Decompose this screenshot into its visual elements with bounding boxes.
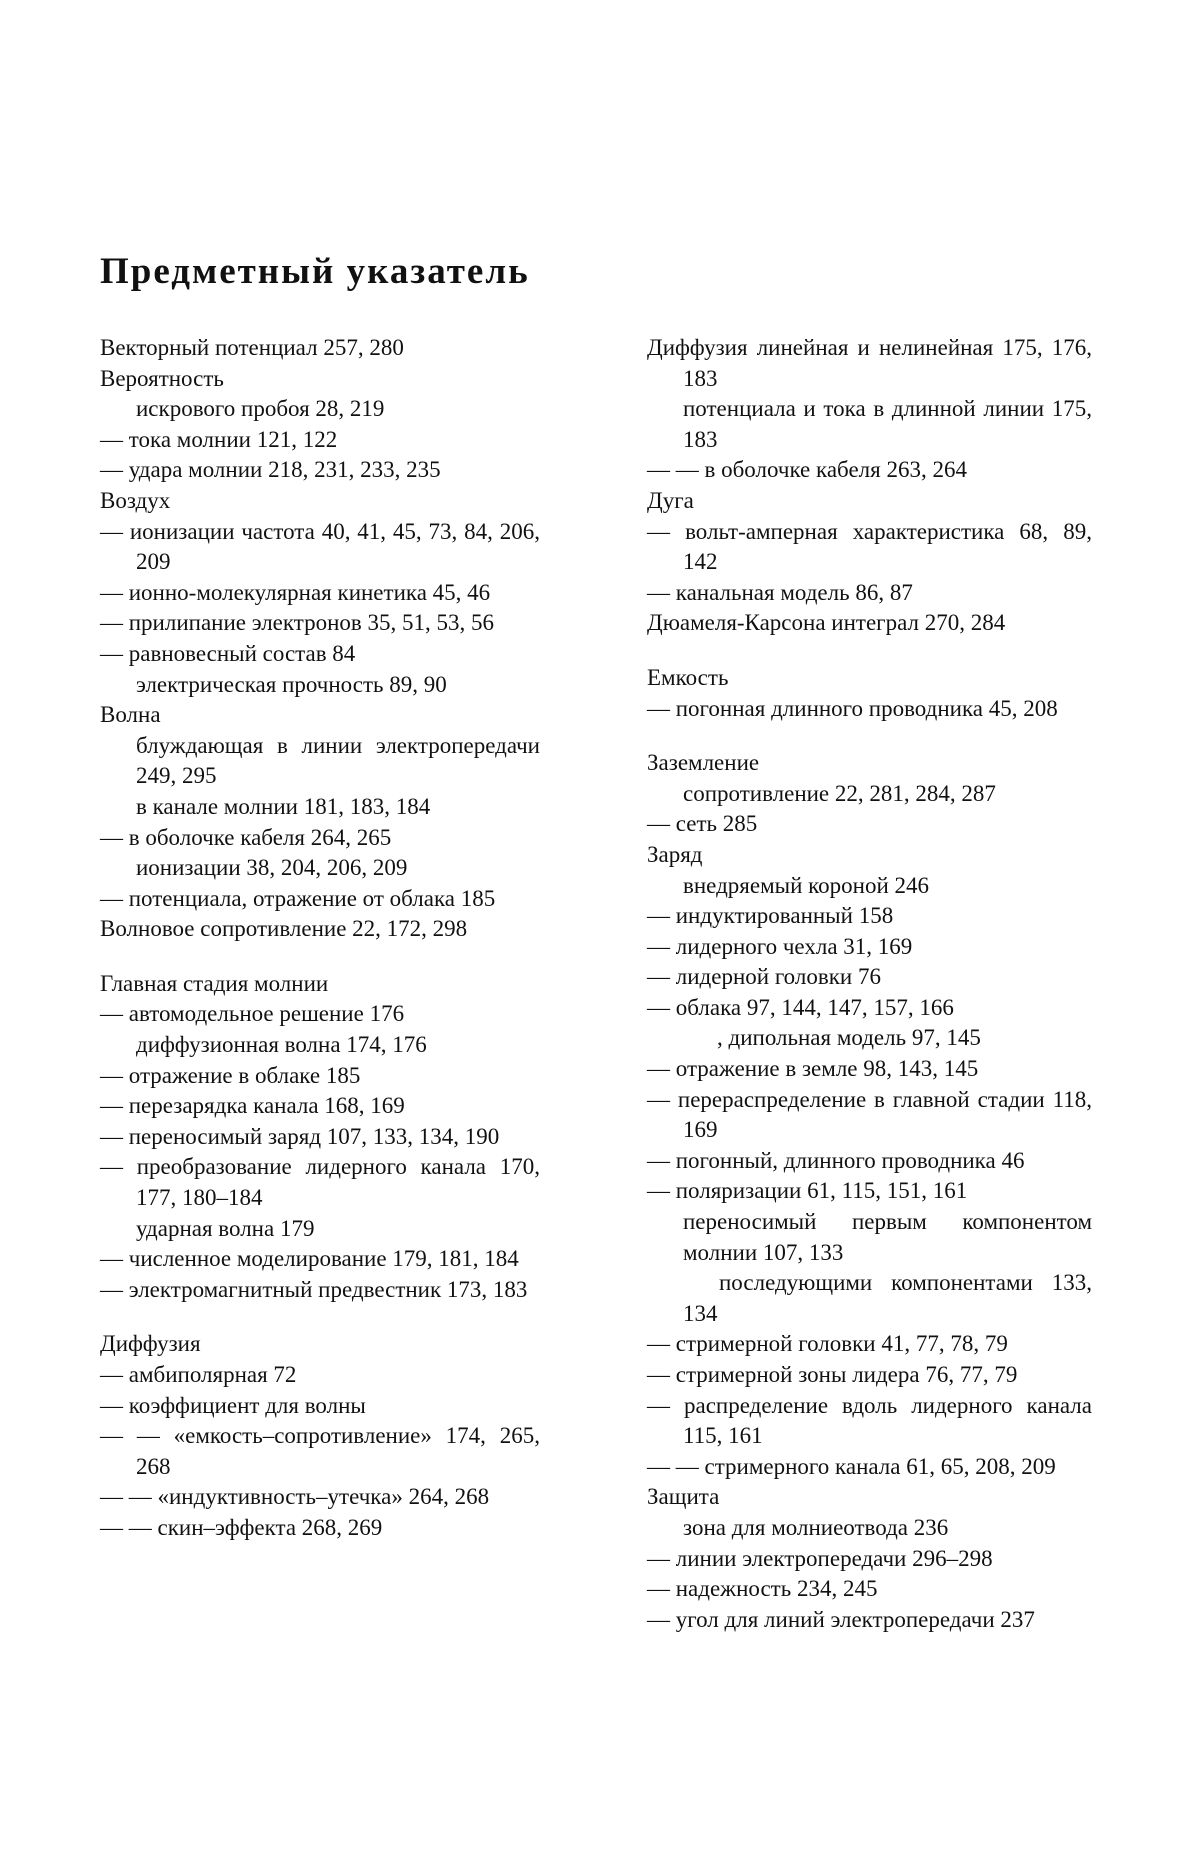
index-entry: в канале молнии 181, 183, 184 xyxy=(136,793,431,819)
index-entry: — автомодельное решение 176 xyxy=(100,1001,405,1027)
index-entry: — облака 97, 144, 147, 157, 166 xyxy=(647,994,954,1020)
index-entry: — в оболочке кабеля 264, 265 xyxy=(100,824,392,850)
index-entry: — индуктированный 158 xyxy=(647,903,894,929)
index-entry: сопротивление 22, 281, 284, 287 xyxy=(683,780,996,806)
index-entry: — канальная модель 86, 87 xyxy=(647,579,913,605)
index-entry: — — стримерного канала 61, 65, 208, 209 xyxy=(647,1453,1056,1479)
index-entry: — — скин–эффекта 268, 269 xyxy=(100,1514,383,1540)
index-entry: — стримерной зоны лидера 76, 77, 79 xyxy=(647,1362,1018,1387)
index-column-left xyxy=(100,333,540,1544)
index-entry: — погонная длинного проводника 45, 208 xyxy=(647,695,1058,721)
index-entry: — надежность 234, 245 xyxy=(647,1576,878,1602)
index-entry: , дипольная модель 97, 145 xyxy=(717,1025,981,1051)
index-entry: — поляризации 61, 115, 151, 161 xyxy=(647,1178,968,1204)
index-entry: — лидерного чехла 31, 169 xyxy=(647,933,913,959)
index-entry: — амбиполярная 72 xyxy=(100,1362,297,1387)
index-entry: Заземление xyxy=(647,750,760,776)
index-entry: Волна xyxy=(100,702,161,728)
index-entry: Главная стадия молнии xyxy=(100,970,329,996)
index-entry: — распределение вдоль лидерного канала 115, 161 xyxy=(647,1392,1092,1449)
index-entry: Емкость xyxy=(647,664,729,690)
index-entry: — перераспределение в главной стадии 118, 169 xyxy=(647,1086,1092,1143)
index-entry: Заряд xyxy=(647,841,703,867)
index-entry: Вероятность xyxy=(100,365,224,391)
index-entry: — стримерной головки 41, 77, 78, 79 xyxy=(647,1331,1008,1357)
index-entry: — вольт-амперная характеристика 68, 89, 142 xyxy=(647,518,1092,575)
index-entry: диффузионная волна 174, 176 xyxy=(136,1032,427,1058)
index-entry: — тока молнии 121, 122 xyxy=(100,426,338,452)
index-entry: искрового пробоя 28, 219 xyxy=(136,396,385,422)
index-entry: — потенциала, отражение от облака 185 xyxy=(100,885,496,911)
index-entry: — ионно-молекулярная кинетика 45, 46 xyxy=(100,579,491,605)
index-entry: Воздух xyxy=(100,487,171,513)
index-entry: — — в оболочке кабеля 263, 264 xyxy=(647,457,967,483)
index-entry: — — «емкость–сопротивление» 174, 265, 268 xyxy=(100,1423,540,1479)
index-entry: потенциала и тока в длинной линии 175, 183 xyxy=(683,396,1092,452)
index-entry: внедряемый короной 246 xyxy=(683,872,930,898)
index-entry: переносимый первым компонентом молнии 107, 133 xyxy=(683,1209,1092,1265)
index-entry: Дуга xyxy=(647,487,694,513)
index-entry: — преобразование лидерного канала 170, 177, 180–184 xyxy=(100,1154,540,1211)
index-entry: — коэффициент для волны xyxy=(100,1392,366,1418)
index-entry: ударная волна 179 xyxy=(136,1215,315,1241)
index-entry: — угол для линий электропередачи 237 xyxy=(647,1606,1035,1632)
index-entry: — равновесный состав 84 xyxy=(100,640,356,666)
index-entry: ионизации 38, 204, 206, 209 xyxy=(136,855,408,881)
index-entry: — электромагнитный предвестник 173, 183 xyxy=(100,1276,528,1302)
index-entry: Диффузия линейная и нелинейная 175, 176, 183 xyxy=(647,335,1092,391)
index-entry: — линии электропередачи 296–298 xyxy=(647,1545,993,1571)
index-entry: Дюамеля-Карсона интеграл 270, 284 xyxy=(647,610,1006,636)
index-entry: — перезарядка канала 168, 169 xyxy=(100,1093,405,1119)
index-entry: — прилипание электронов 35, 51, 53, 56 xyxy=(100,610,495,636)
index-column-right xyxy=(647,333,1092,1635)
index-entry: Волновое сопротивление 22, 172, 298 xyxy=(100,916,468,942)
index-entry: — отражение в земле 98, 143, 145 xyxy=(647,1056,979,1082)
index-entry: — сеть 285 xyxy=(647,811,758,837)
index-entry: — — «индуктивность–утечка» 264, 268 xyxy=(100,1484,490,1510)
index-entry: — переносимый заряд 107, 133, 134, 190 xyxy=(100,1123,500,1149)
index-entry: — ионизации частота 40, 41, 45, 73, 84, 206, 209 xyxy=(100,518,540,575)
index-entry: Диффузия xyxy=(100,1331,201,1357)
index-entry: — погонный, длинного проводника 46 xyxy=(647,1147,1025,1173)
index-entry: — численное моделирование 179, 181, 184 xyxy=(100,1246,519,1272)
index-entry: зона для молниеотвода 236 xyxy=(683,1514,949,1540)
index-entry: блуждающая в линии электропередачи 249, 295 xyxy=(136,732,540,789)
index-entry: — отражение в облаке 185 xyxy=(100,1062,361,1088)
page-title: Предметный указатель xyxy=(100,251,530,292)
index-entry: Векторный потенциал 257, 280 xyxy=(100,335,404,360)
index-entry: Защита xyxy=(647,1484,720,1510)
index-entry: электрическая прочность 89, 90 xyxy=(136,671,447,697)
index-entry: последующими компонентами 133, 134 xyxy=(683,1270,1092,1326)
index-entry: — удара молнии 218, 231, 233, 235 xyxy=(100,457,441,483)
index-entry: — лидерной головки 76 xyxy=(647,964,881,990)
